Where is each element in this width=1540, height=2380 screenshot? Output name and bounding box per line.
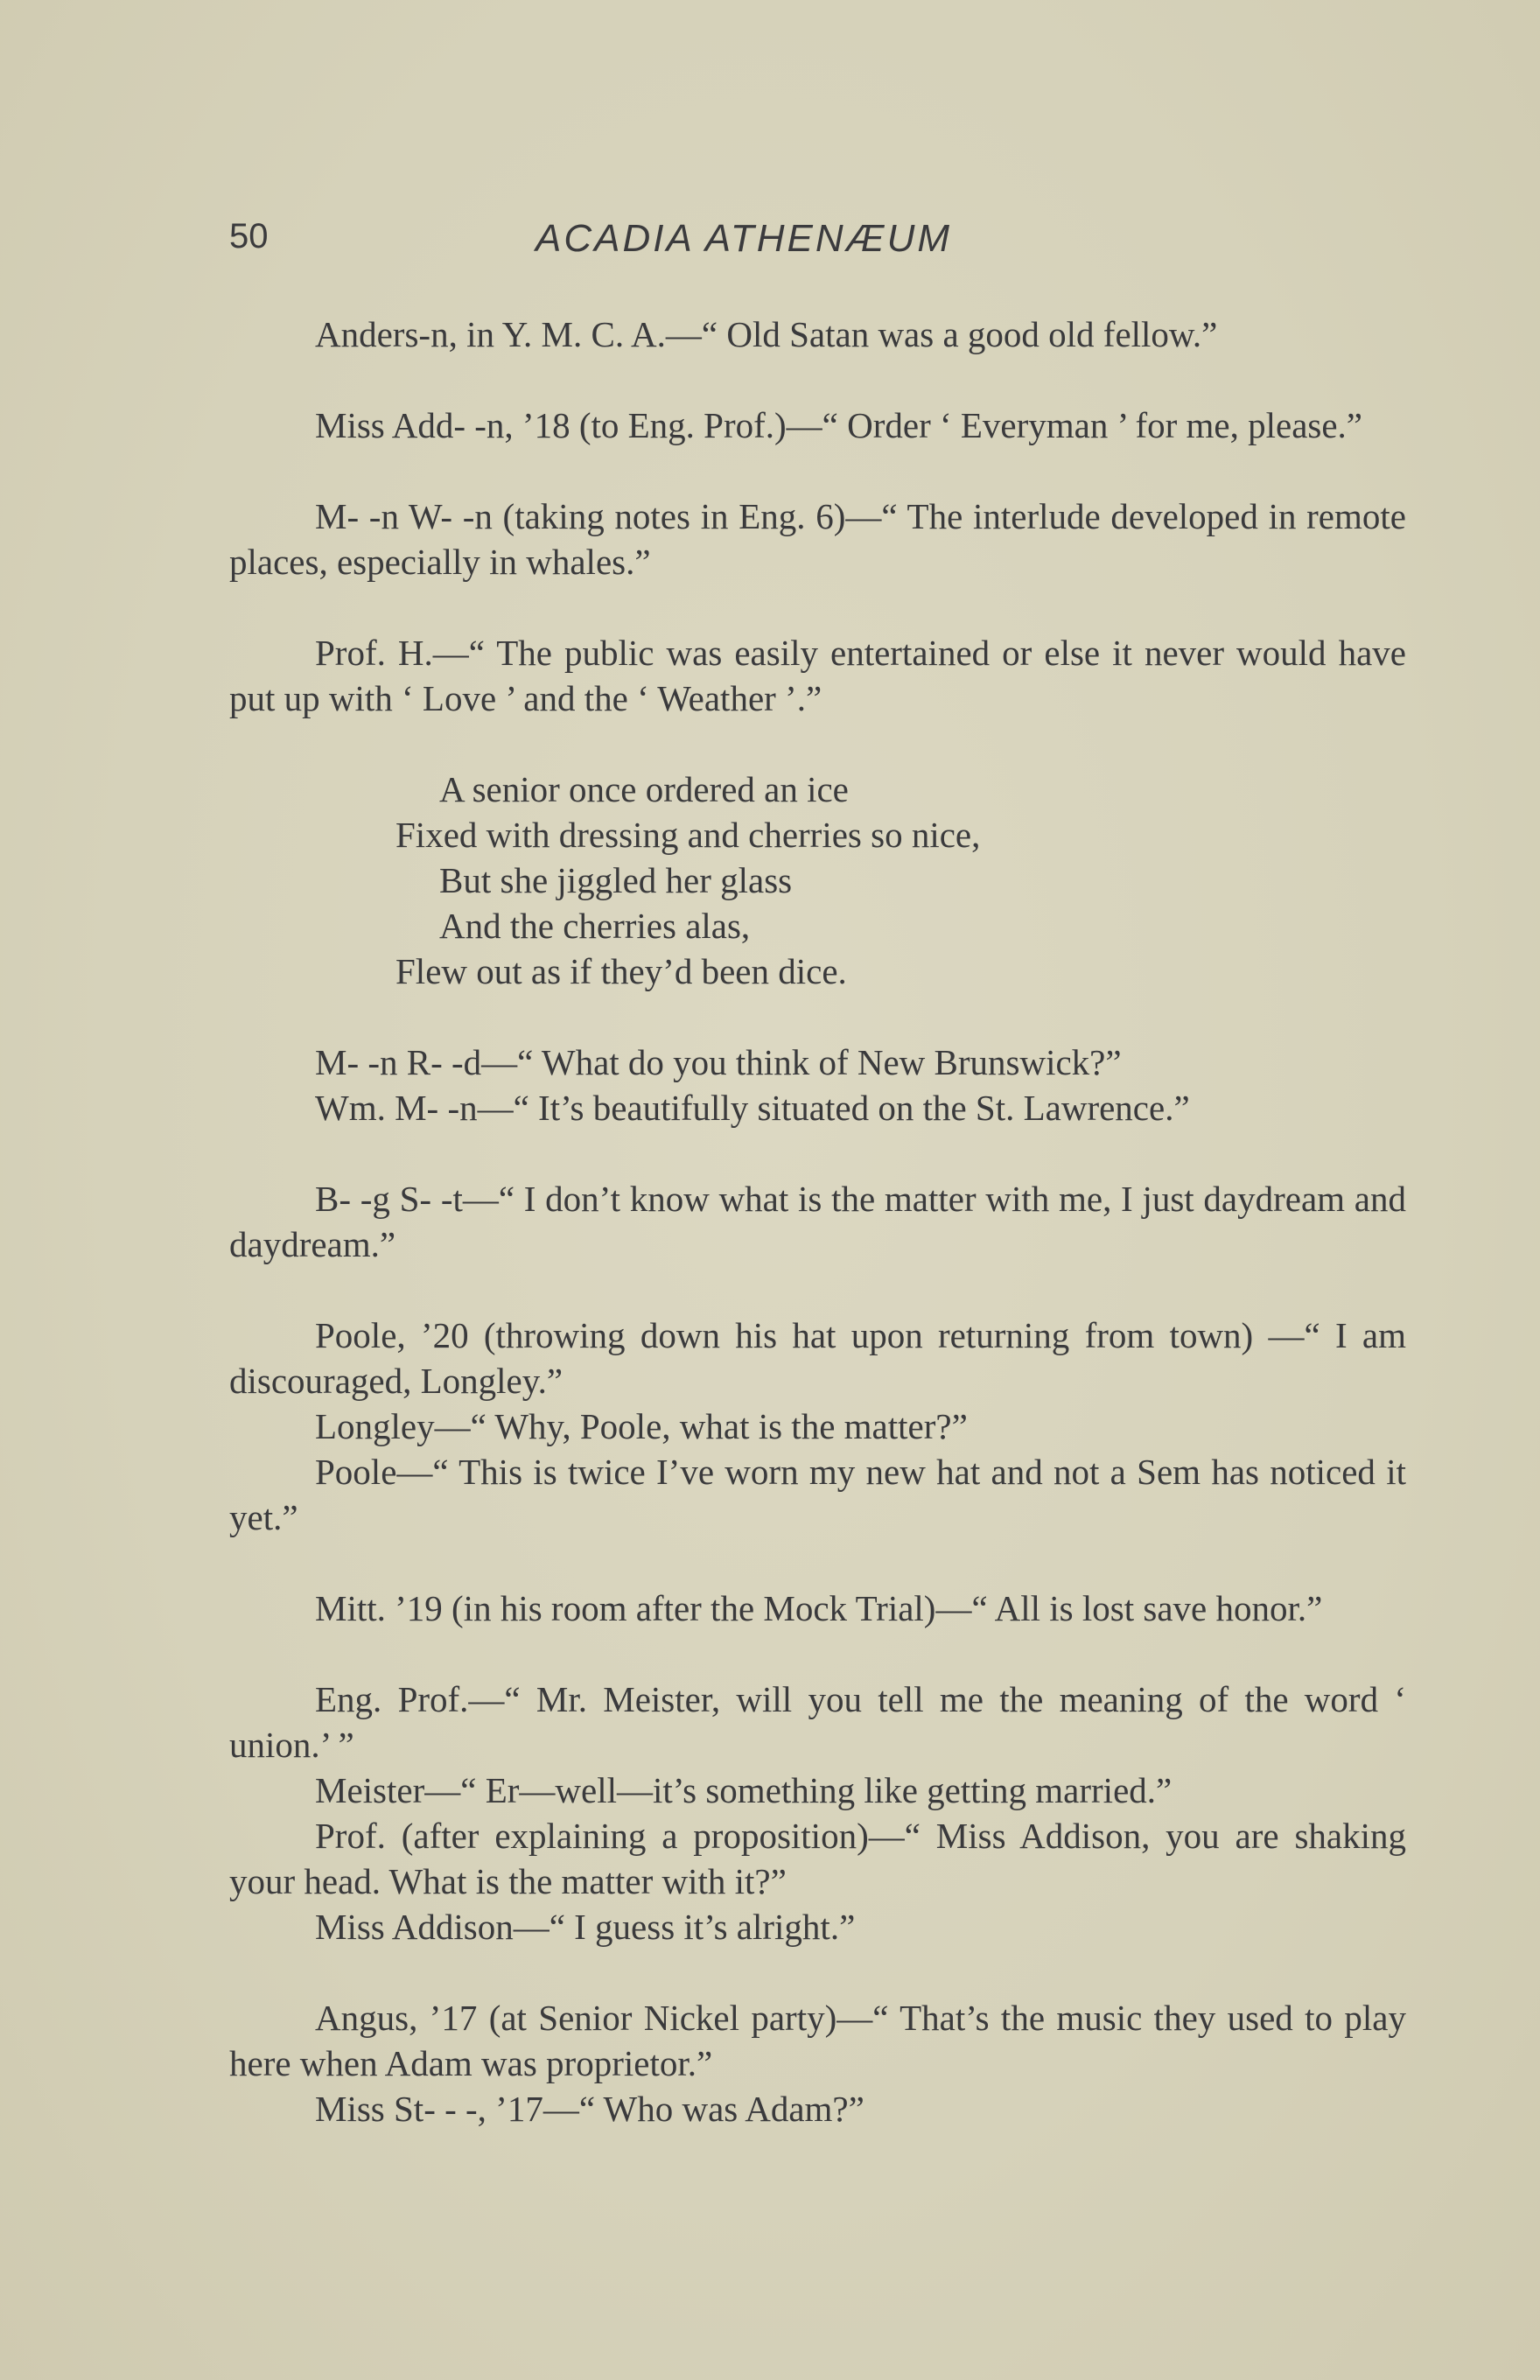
dialogue-line: Wm. M- -n—“ It’s beautifully situated on the St. Lawrence.” <box>315 1088 1190 1128</box>
dialogue-line: Poole—“ This is twice I’ve worn my new hat and not a Sem has noticed it yet.” <box>229 1452 1406 1537</box>
quip-paragraph: Prof. H.—“ The public was easily entertained or else it never would have put up with ‘ Love ’ and the ‘ Weather ’.” <box>229 633 1406 718</box>
dialogue-line: B- -g S- -t—“ I don’t know what is the matter with me, I just daydream and daydream.” <box>229 1179 1406 1264</box>
dialogue-line: Prof. (after explaining a proposition)—“ Miss Addison, you are shaking your head. What is the matter with it?” <box>229 1816 1406 1901</box>
limerick <box>229 766 1406 994</box>
dialogue-line: Eng. Prof.—“ Mr. Meister, will you tell me the meaning of the word ‘ union.’ ” <box>229 1679 1406 1765</box>
dialogue-group <box>229 1995 1406 2132</box>
dialogue-group <box>229 1586 1406 1631</box>
verse-line: And the cherries alas, <box>439 906 751 946</box>
dialogue-group <box>229 1040 1406 1130</box>
verse-line: Fixed with dressing and cherries so nice, <box>396 815 981 855</box>
page-number: 50 <box>229 217 269 256</box>
dialogue-line: Poole, ’20 (throwing down his hat upon returning from town) —“ I am discouraged, Longley.” <box>229 1315 1406 1401</box>
dialogue-group <box>229 1676 1406 1950</box>
page-header <box>229 217 1410 273</box>
quip-paragraph: Anders-n, in Y. M. C. A.—“ Old Satan was a good old fellow.” <box>315 314 1218 354</box>
dialogue-line: Miss Addison—“ I guess it’s alright.” <box>315 1907 856 1947</box>
quip-paragraph: M- -n W- -n (taking notes in Eng. 6)—“ The interlude developed in remote places, especially in whales.” <box>229 496 1406 582</box>
dialogue-group <box>229 1176 1406 1267</box>
dialogue-line: M- -n R- -d—“ What do you think of New Brunswick?” <box>315 1042 1122 1082</box>
verse-line: Flew out as if they’d been dice. <box>396 951 847 991</box>
dialogue-line: Meister—“ Er—well—it’s something like getting married.” <box>315 1770 1172 1810</box>
dialogue-line: Miss St- - -, ’17—“ Who was Adam?” <box>315 2089 864 2129</box>
verse-line: But she jiggled her glass <box>439 860 793 900</box>
page-body <box>229 312 1406 2177</box>
quip-paragraph: Miss Add- -n, ’18 (to Eng. Prof.)—“ Order ‘ Everyman ’ for me, please.” <box>315 405 1363 445</box>
dialogue-line: Longley—“ Why, Poole, what is the matter?” <box>315 1406 968 1446</box>
running-title: ACADIA ATHENÆUM <box>536 217 953 260</box>
verse-line: A senior once ordered an ice <box>439 769 849 809</box>
dialogue-line: Mitt. ’19 (in his room after the Mock Trial)—“ All is lost save honor.” <box>315 1588 1323 1628</box>
dialogue-line: Angus, ’17 (at Senior Nickel party)—“ That’s the music they used to play here when Adam was proprietor.” <box>229 1998 1406 2083</box>
dialogue-group <box>229 1312 1406 1540</box>
